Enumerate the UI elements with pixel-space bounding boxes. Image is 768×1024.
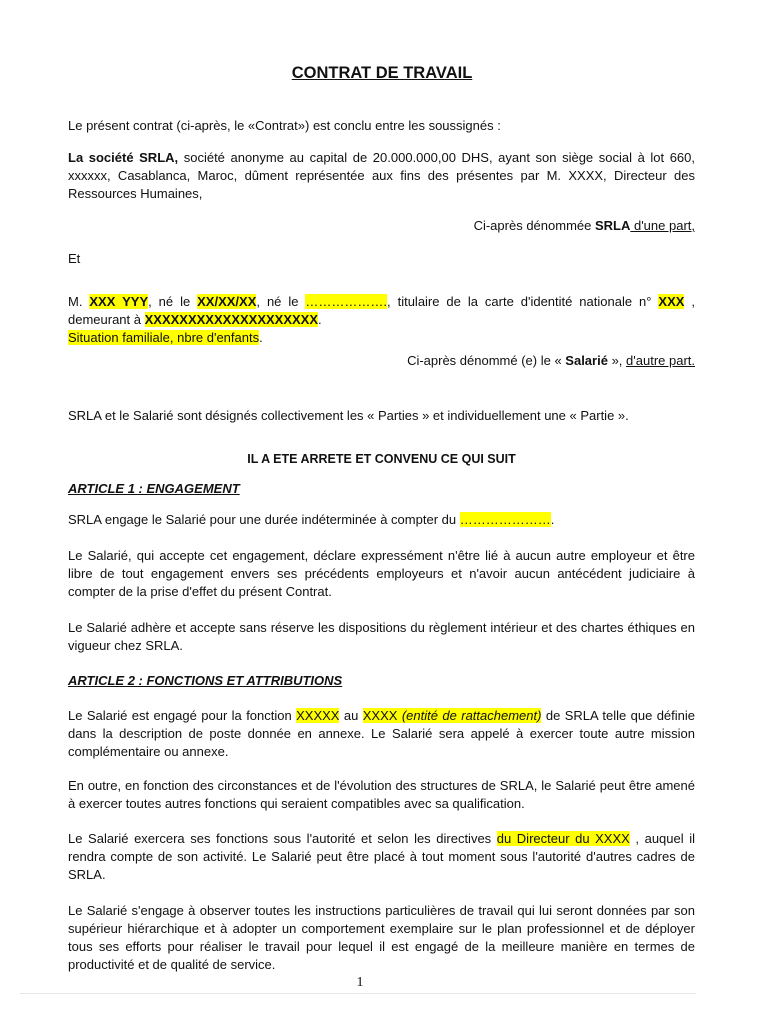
- employee-address-placeholder: XXXXXXXXXXXXXXXXXXXX: [144, 312, 319, 327]
- supervisor-placeholder: du Directeur du XXXX: [496, 831, 630, 846]
- footer-divider: [20, 993, 696, 994]
- article-2-paragraph-1: [68, 707, 695, 761]
- article-2-paragraph-3: [68, 830, 695, 884]
- employee-designation-name: Salarié: [565, 353, 608, 368]
- intro-paragraph: Le présent contrat (ci-après, le «Contrat») est conclu entre les soussignés :: [68, 118, 501, 133]
- employee-civility: M.: [68, 294, 90, 309]
- employee-born-text: , né le: [148, 294, 198, 309]
- article-1-text: SRLA engage le Salarié pour une durée indéterminée à compter du: [68, 512, 460, 527]
- article-1-heading: ARTICLE 1 : ENGAGEMENT: [68, 481, 240, 496]
- entity-placeholder: XXXX: [362, 708, 402, 723]
- employee-designation-prefix: Ci-après dénommé (e) le «: [407, 353, 566, 368]
- employee-designation-middle: »,: [607, 353, 627, 368]
- employee-name-placeholder: XXX YYY: [89, 294, 149, 309]
- function-placeholder: XXXXX: [296, 708, 340, 723]
- company-description: société anonyme au capital de 20.000.000,00 DHS, ayant son siège social à lot 660, xxxxxx, Casablanca, Maroc, dûment représentée aux fins des présentes par M. XXXX, Directeur des Ressources Humaines,: [68, 150, 695, 201]
- parties-paragraph: SRLA et le Salarié sont désignés collectivement les « Parties » et individuellement une « Partie ».: [68, 408, 629, 423]
- article-2-text-c: de SRLA telle que définie dans la description de poste donnée en annexe. Le Salarié sera appelé à exercer toute autre mission complémentaire ou annexe.: [68, 708, 696, 759]
- article-2-heading: ARTICLE 2 : FONCTIONS ET ATTRIBUTIONS: [68, 673, 343, 688]
- employee-family-placeholder: Situation familiale, nbre d'enfants: [68, 330, 260, 345]
- designation-prefix: Ci-après dénommée: [473, 218, 595, 233]
- article-1-paragraph-1: [68, 511, 695, 529]
- document-title: CONTRAT DE TRAVAIL: [291, 64, 473, 82]
- article-2-paragraph-2: En outre, en fonction des circonstances et de l'évolution des structures de SRLA, le Salarié peut être amené à exercer toutes autres fonctions qui seraient compatibles avec sa qualification.: [68, 778, 695, 811]
- article-2-text-a: Le Salarié est engagé pour la fonction: [68, 708, 297, 723]
- article-1-end: .: [550, 512, 555, 527]
- employee-residing-text: , demeurant à: [68, 294, 695, 327]
- employee-id-text: , titulaire de la carte d'identité nationale n°: [387, 294, 659, 309]
- entity-note-placeholder: (entité de rattachement): [401, 708, 542, 723]
- et-label: Et: [68, 251, 81, 266]
- company-paragraph: [68, 149, 695, 203]
- article-1-paragraph-3: Le Salarié adhère et accepte sans réserve les dispositions du règlement intérieur et des chartes éthiques en vigueur chez SRLA.: [68, 620, 695, 653]
- agreement-heading: IL A ETE ARRETE ET CONVENU CE QUI SUIT: [247, 452, 516, 466]
- company-designation: [68, 217, 695, 235]
- employee-id-placeholder: XXX: [658, 294, 685, 309]
- article-1-paragraph-2: Le Salarié, qui accepte cet engagement, déclare expressément n'être lié à aucun autre employeur et être libre de tout engagement envers ses précédents employeurs et n'avoir aucun antécédent judiciaire à compter de la prise d'effet du présent Contrat.: [68, 548, 695, 599]
- page-number: 1: [356, 975, 364, 990]
- employee-family-end: .: [259, 330, 263, 345]
- employee-designation-suffix: d'autre part.: [626, 353, 695, 368]
- employee-birthdate-placeholder: XX/XX/XX: [197, 294, 257, 309]
- designation-name: SRLA: [594, 218, 631, 233]
- article-2-paragraph-4: Le Salarié s'engage à observer toutes les instructions particulières de travail qui lui seront données par son supérieur hiérarchique et à adopter un comportement exemplaire sur le plan professionnel et de déployer tous ses efforts pour réaliser le travail pour lequel il est engagé de la meilleure manière en termes de productivité et de qualité de service.: [68, 903, 695, 972]
- employee-birthplace-placeholder: ……………….: [305, 294, 388, 309]
- employee-address-end: .: [318, 312, 322, 327]
- company-name: La société SRLA,: [68, 150, 179, 165]
- article-2-p3-text-a: Le Salarié exercera ses fonctions sous l'autorité et selon les directives: [68, 831, 497, 846]
- start-date-placeholder: …………………: [459, 512, 551, 527]
- employee-designation: [400, 352, 695, 370]
- article-2-p3-text-b: , auquel il rendra compte de son activité. Le Salarié peut être placé à tout moment sous l'autorité d'autres cadres de SRLA.: [68, 831, 695, 882]
- employee-born-at-text: , né le: [256, 294, 306, 309]
- article-2-text-b: au: [339, 708, 363, 723]
- employee-paragraph: [68, 293, 695, 347]
- designation-suffix: d'une part,: [630, 218, 695, 233]
